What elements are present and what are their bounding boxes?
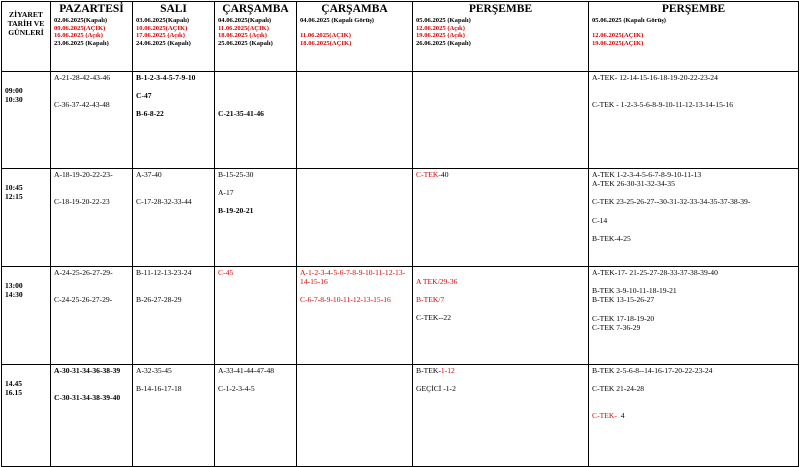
visit-date: 03.06.2025(Kapalı) [136, 17, 190, 24]
time-label: 14.45 [5, 379, 23, 388]
header-day-2 [133, 2, 215, 72]
ward-list-line: C-45 [218, 268, 234, 277]
time-slot-row [2, 169, 799, 267]
line-spacer [136, 82, 211, 91]
ward-list-line: A-TEK-17- 21-25-27-28-33-37-38-39-40 [592, 268, 718, 277]
schedule-cell [297, 267, 413, 365]
line-spacer [592, 305, 795, 314]
visit-date [592, 25, 795, 33]
schedule-cell [215, 365, 297, 467]
ward-list-line: B-14-16-17-18 [136, 384, 182, 394]
schedule-cell [215, 72, 297, 169]
line-spacer [54, 188, 129, 197]
ward-list-line: C-TEK 21-24-28 [592, 384, 645, 394]
line-spacer [54, 286, 129, 295]
ward-list-line: B-11-12-13-23-24 [136, 268, 192, 277]
visit-schedule-table [1, 1, 799, 467]
line-spacer [592, 91, 795, 100]
line-spacer [592, 402, 795, 411]
line-spacer [592, 225, 795, 234]
line-spacer [592, 277, 795, 286]
time-slot-cell [2, 267, 51, 365]
line-spacer [136, 100, 211, 109]
ward-list-line: B-TEK/7 [416, 295, 445, 305]
schedule-cell [589, 365, 799, 467]
schedule-cell [297, 72, 413, 169]
line-spacer [416, 286, 585, 295]
visit-date: 23.06.2025 (Kapalı) [54, 40, 109, 48]
corner-label: ZİYARET TARİH VE GÜNLERİ [7, 10, 45, 37]
line-spacer [218, 375, 293, 384]
ward-list-line: C-TEK--22 [416, 313, 452, 323]
ward-list-line: C-TEK 7-36-29 [592, 322, 641, 332]
line-spacer [592, 82, 795, 91]
line-spacer [136, 179, 211, 188]
time-label: 14:30 [5, 290, 23, 299]
schedule-cell [51, 169, 133, 267]
day-name: ÇARŞAMBA [321, 3, 388, 15]
ward-list-line: A-1-2-3-4-5-6-7-8-9-10-11-12-13-14-15-16 [300, 268, 406, 287]
schedule-cell [413, 169, 589, 267]
schedule-cell [133, 72, 215, 169]
line-spacer [592, 375, 795, 384]
ward-list-line: C-18-19-20-22-23 [54, 197, 110, 207]
ward-list-line: A TEK/29-36 [416, 277, 458, 286]
visit-date: 02.06.2025(Kapalı) [54, 17, 108, 24]
schedule-cell [413, 267, 589, 365]
ward-list-line: A-TEK- 12-14-15-16-18-19-20-22-23-24 [592, 73, 718, 82]
visit-date: 04.06.2025 (Kapalı Görüş) [300, 17, 374, 24]
visit-date: 05.06.2025 (Kapalı Görüş) [592, 17, 666, 24]
ward-list-line: B-6-8-22 [136, 109, 164, 119]
line-spacer [416, 304, 585, 313]
time-label: 10:30 [5, 95, 23, 104]
ward-list-line: B-TEK 2-5-6-8--14-16-17-20-22-23-24 [592, 366, 713, 375]
ward-list-line: C-1-2-3-4-5 [218, 384, 255, 394]
line-spacer [218, 179, 293, 188]
ward-list-line: C-36-37-42-43-48 [54, 100, 110, 110]
schedule-cell [51, 72, 133, 169]
visit-date: 19.06.2025(AÇIK) [592, 40, 644, 48]
ward-list-line: A-30-31-34-36-38-39 [54, 366, 121, 375]
time-label: 13:00 [5, 281, 23, 290]
visit-date: 11.06.2025(AÇIK) [218, 24, 269, 32]
time-label: 12:15 [5, 192, 23, 201]
header-day-6 [589, 2, 799, 72]
time-slot-row [2, 267, 799, 365]
line-spacer [136, 286, 211, 295]
ward-list-line: A-33-41-44-47-48 [218, 366, 275, 375]
ward-list-line: A-37-40 [136, 170, 162, 179]
ward-list-line: B-TEK 3-9-10-11-18-19-21 [592, 286, 677, 296]
ward-list-line: B-19-20-21 [218, 206, 254, 216]
visit-date: 18.06.2025 (Açık) [218, 32, 267, 40]
ward-list-line: C-21-35-41-46 [218, 109, 264, 118]
header-day-4 [297, 2, 413, 72]
ward-list-line: B-15-25-30 [218, 170, 254, 179]
line-spacer [300, 286, 409, 295]
time-slot-row [2, 365, 799, 467]
line-spacer [218, 91, 293, 100]
day-name: SALI [160, 3, 187, 15]
ward-list-line: C-TEK-40 [416, 170, 449, 179]
ward-list-line: C-14 [592, 215, 608, 225]
ward-list-line: A-32-35-45 [136, 366, 172, 375]
header-day-5 [413, 2, 589, 72]
line-spacer [54, 277, 129, 286]
line-spacer [218, 73, 293, 82]
line-spacer [416, 268, 585, 277]
ward-list-line: A-18-19-20-22-23- [54, 170, 113, 179]
visit-date: 09.06.2025(AÇIK) [54, 24, 106, 32]
visit-date: 05.06.2025 (Kapalı) [416, 17, 471, 24]
day-name: PERŞEMBE [468, 3, 533, 15]
time-slot-cell [2, 72, 51, 169]
line-spacer [218, 100, 293, 109]
ward-list-line: C-TEK 17-18-19-20 [592, 313, 655, 323]
ward-list-line: C-17-28-32-33-44 [136, 197, 192, 207]
line-spacer [54, 375, 129, 384]
ward-list-line: C-TEK 23-25-26-27--30-31-32-33-34-35-37-38-39- [592, 197, 751, 207]
visit-date: 16.06.2025 (Açık) [54, 32, 103, 40]
visit-date [300, 25, 409, 33]
schedule-cell [589, 72, 799, 169]
visit-date: 17.06.2025 (Açık) [136, 32, 185, 40]
line-spacer [136, 277, 211, 286]
ward-list-line: A-TEK 1-2-3-4-5-6-7-8-9-10-11-13 [592, 170, 702, 179]
visit-date: 12.06.2025(AÇIK) [592, 32, 644, 40]
schedule-cell [413, 365, 589, 467]
line-spacer [592, 393, 795, 402]
header-day-3 [215, 2, 297, 72]
header-day-1 [51, 2, 133, 72]
schedule-cell [215, 267, 297, 365]
line-spacer [218, 82, 293, 91]
schedule-cell [297, 169, 413, 267]
ward-list-line: C-47 [136, 91, 152, 101]
ward-list-line: GEÇİCİ -1-2 [416, 384, 456, 394]
visit-date: 25.06.2025 (Kapalı) [218, 40, 273, 48]
line-spacer [592, 207, 795, 216]
schedule-cell [133, 365, 215, 467]
ward-list-line: C-30-31-34-38-39-40 [54, 393, 121, 403]
ward-list-line: B-TEK 13-15-26-27 [592, 295, 655, 305]
ward-list-line: B-TEK-4-25 [592, 233, 631, 243]
header-corner-cell [2, 2, 51, 72]
line-spacer [54, 384, 129, 393]
day-name: ÇARŞAMBA [222, 3, 289, 15]
visit-date: 18.06.2025(AÇIK) [300, 40, 352, 48]
schedule-cell [215, 169, 297, 267]
time-slot-cell [2, 365, 51, 467]
ward-list-line: A-TEK 26-30-31-32-34-35 [592, 179, 675, 189]
visit-date: 26.06.2025 (Kapalı) [416, 40, 471, 48]
line-spacer [54, 82, 129, 91]
line-spacer [136, 188, 211, 197]
schedule-cell [297, 365, 413, 467]
header-row [2, 2, 799, 72]
ward-list-line: A-24-25-26-27-29- [54, 268, 113, 277]
visit-date: 04.06.2025(Kapalı) [218, 17, 272, 24]
ward-list-line: B-TEK-1-12 [416, 366, 455, 375]
schedule-cell [589, 267, 799, 365]
ward-list-line: A-21-28-42-43-46 [54, 73, 111, 82]
ward-list-line: B-1-2-3-4-5-7-9-10 [136, 73, 196, 82]
time-label: 09:00 [5, 86, 23, 95]
schedule-cell [413, 72, 589, 169]
schedule-cell [589, 169, 799, 267]
line-spacer [416, 375, 585, 384]
line-spacer [218, 197, 293, 206]
time-slot-row [2, 72, 799, 169]
ward-list-line: C-TEK - 1-2-3-5-6-8-9-10-11-12-13-14-15-16 [592, 100, 734, 110]
schedule-cell [51, 267, 133, 365]
ward-list-line: B-26-27-28-29 [136, 295, 182, 305]
visit-date: 10.06.2025(AÇIK) [136, 24, 188, 32]
schedule-cell [133, 267, 215, 365]
visit-date: 12.06.2025 (Açık) [416, 24, 465, 32]
visit-date: 19.06.2025 (Açık) [416, 32, 465, 40]
ward-list-line: C-24-25-26-27-29- [54, 295, 113, 305]
line-spacer [592, 188, 795, 197]
visit-date: 24.06.2025 (Kapalı) [136, 40, 191, 48]
ward-list-line: C-6-7-8-9-10-11-12-13-15-16 [300, 295, 391, 305]
time-label: 16.15 [5, 388, 23, 397]
day-name: PERŞEMBE [661, 3, 726, 15]
schedule-cell [133, 169, 215, 267]
line-spacer [136, 375, 211, 384]
ward-list-line: A-17 [218, 188, 234, 198]
time-slot-cell [2, 169, 51, 267]
schedule-cell [51, 365, 133, 467]
day-name: PAZARTESİ [59, 3, 124, 15]
line-spacer [54, 179, 129, 188]
time-label: 10:45 [5, 183, 23, 192]
visit-date: 11.06.2025(AÇIK) [300, 32, 351, 40]
ward-list-line: C-TEK- 4 [592, 411, 625, 421]
line-spacer [54, 91, 129, 100]
